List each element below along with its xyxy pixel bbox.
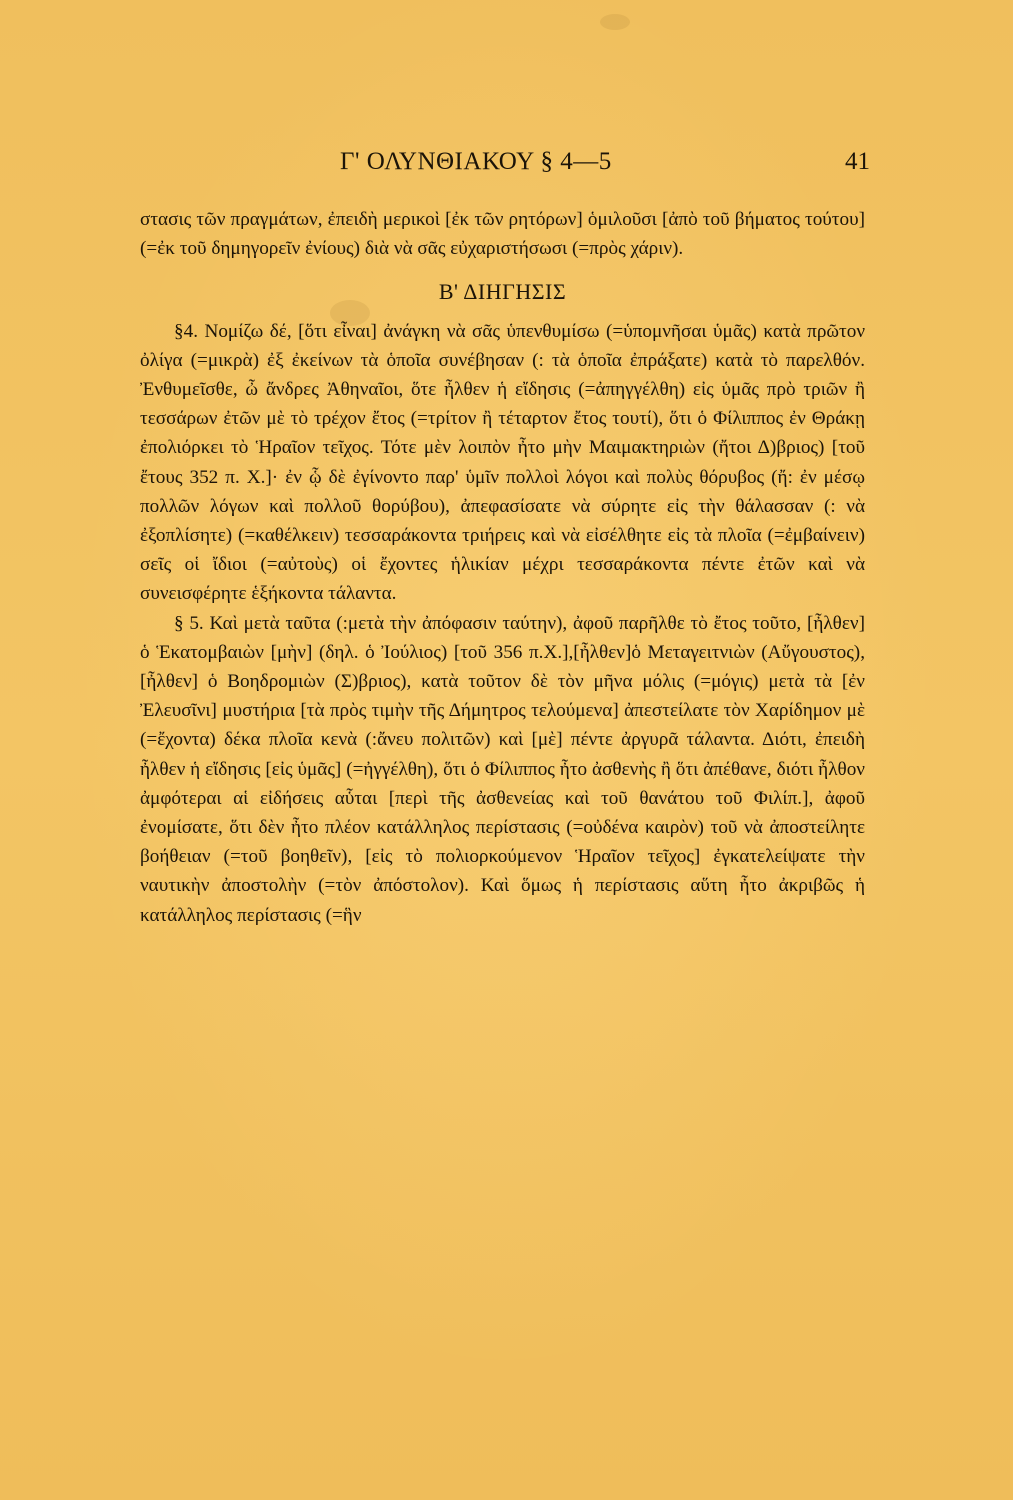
intro-paragraph: στασις τῶν πραγμάτων, ἐπειδὴ μερικοὶ [ἐκ τῶν ρητόρων] ὁμιλοῦσι [ἀπὸ τοῦ βήματος τούτου] (=ἐκ τοῦ δημηγορεῖν ἐνίους) διὰ νὰ σᾶς εὐχαριστήσωσι (=πρὸς χάριν). — [140, 209, 865, 260]
page-number: 41 — [845, 148, 870, 175]
paragraph-4: §4. Νομίζω δέ, [ὅτι εἶναι] ἀνάγκη νὰ σᾶς ὑπενθυμίσω (=ὑπομνῆσαι ὑμᾶς) κατὰ πρῶτον ὀλίγα (=μικρὰ) ἐξ ἐκείνων τὰ ὁποῖα συνέβησαν (: τὰ ὁποῖα ἐπράξατε) κατὰ τὸ παρελθόν. Ἐνθυμεῖσθε, ὦ ἄνδρες Ἀθηναῖοι, ὅτε ἦλθεν ἡ εἴδησις (=ἀπηγγέλθη) εἰς ὑμᾶς πρὸ τριῶν ἢ τεσσάρων ἐτῶν μὲ τὸ τρέχον ἔτος (=τρίτον ἢ τέταρτον ἔτος τουτί), ὅτι ὁ Φίλιππος ἐν Θράκῃ ἐπολιόρκει τὸ Ἡραῖον τεῖχος. Τότε μὲν λοιπὸν ἦτο μὴν Μαιμακτηριὼν (ἤτοι Δ)βριος) [τοῦ ἔτους 352 π. Χ.]· ἐν ᾧ δὲ ἐγίνοντο παρ' ὑμῖν πολλοὶ λόγοι καὶ πολὺς θόρυβος (ἤ: ἐν μέσῳ πολλῶν λόγων καὶ πολλοῦ θορύβου), ἀπεφασίσατε νὰ σύρητε εἰς τὴν θάλασσαν (: νὰ ἐξοπλίσητε) (=καθέλκειν) τεσσαράκοντα τριήρεις καὶ νὰ εἰσέλθητε εἰς τὰ πλοῖα (=ἐμβαίνειν) σεῖς οἱ ἴδιοι (=αὐτοὺς) οἱ ἔχοντες ἡλικίαν μέχρι τεσσαράκοντα πέντε ἐτῶν καὶ νὰ συνεισφέρητε ἑξήκοντα τάλαντα. — [140, 320, 865, 605]
section-heading: Β' ΔΙΗΓΗΣΙΣ — [438, 279, 567, 305]
running-title: Γ' ΟΛΥΝΘΙΑΚΟΥ § 4—5 — [340, 148, 612, 175]
body-text — [140, 205, 865, 930]
paragraph-5: § 5. Καὶ μετὰ ταῦτα (:μετὰ τὴν ἀπόφασιν ταύτην), ἀφοῦ παρῆλθε τὸ ἔτος τοῦτο, [ἦλθεν] ὁ Ἑκατομβαιὼν [μὴν] (δηλ. ὁ Ἰούλιος) [τοῦ 356 π.Χ.],[ἦλθεν]ὁ Μεταγειτνιὼν (Αὔγουστος),[ἦλθεν] ὁ Βοηδρομιὼν (Σ)βριος), κατὰ τοῦτον δὲ τὸν μῆνα μόλις (=μόγις) μετὰ τὰ [ἐν Ἐλευσῖνι] μυστήρια [τὰ πρὸς τιμὴν τῆς Δήμητρος τελούμενα] ἀπεστείλατε τὸν Χαρίδημον μὲ (=ἔχοντα) δέκα πλοῖα κενὰ (:ἄνευ πολιτῶν) καὶ [μὲ] πέντε ἀργυρᾶ τάλαντα. Διότι, ἐπειδὴ ἦλθεν ἡ εἴδησις [εἰς ὑμᾶς] (=ἠγγέλθη), ὅτι ὁ Φίλιππος ἦτο ἀσθενὴς ἢ ὅτι ἀπέθανε, διότι ἦλθον ἀμφότεραι αἱ εἰδήσεις αὗται [περὶ τῆς ἀσθενείας καὶ τοῦ θανάτου τοῦ Φιλίπ.], ἀφοῦ ἐνομίσατε, ὅτι δὲν ἦτο πλέον κατάλληλος περίστασις (=οὐδένα καιρὸν) τοῦ νὰ ἀποστείλητε βοήθειαν (=τοῦ βοηθεῖν), [εἰς τὸ πολιορκούμενον Ἡραῖον τεῖχος] ἐγκατελείψατε τὴν ναυτικὴν ἀποστολὴν (=τὸν ἀπόστολον). Καὶ ὅμως ἡ περίστασις αὕτη ἦτο ἀκριβῶς ἡ κατάλληλος περίστασις (=ἣν — [140, 612, 865, 926]
page-header — [140, 148, 870, 182]
paper-stain — [600, 14, 630, 30]
